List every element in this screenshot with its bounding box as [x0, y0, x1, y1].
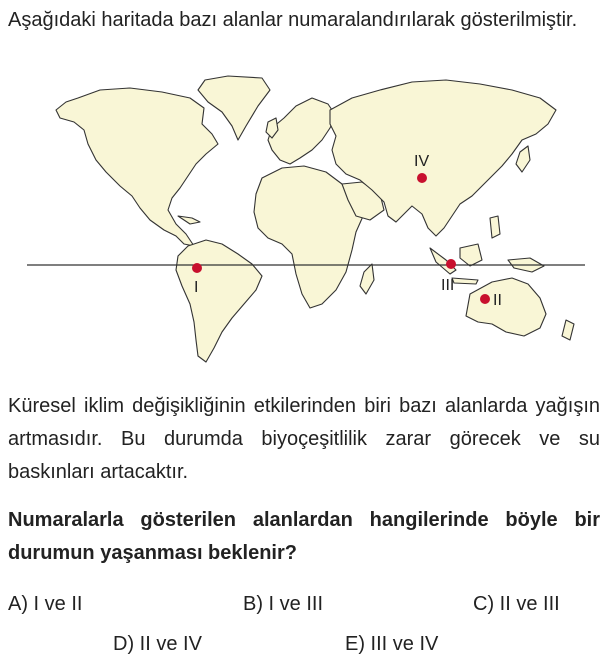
- intro-text: Aşağıdaki haritada bazı alanlar numaralandırılarak gösterilmiştir.: [8, 9, 578, 31]
- world-map: [0, 68, 607, 368]
- point-ii-label: II: [493, 292, 502, 309]
- java: [452, 278, 478, 284]
- point-iii-label: III: [441, 277, 455, 294]
- australia: [466, 278, 546, 336]
- question-text: Numaralarla gösterilen alanlardan hangilerinde böyle bir durumun yaşanması beklenir?: [8, 509, 600, 564]
- point-iv-label: IV: [414, 153, 430, 170]
- japan: [516, 146, 530, 172]
- madagascar: [360, 264, 374, 294]
- option-d[interactable]: D) II ve IV: [113, 633, 202, 655]
- option-b[interactable]: B) I ve III: [243, 593, 324, 615]
- point-iii-dot: [446, 259, 456, 269]
- point-iv-dot: [417, 173, 427, 183]
- point-i-dot: [192, 263, 202, 273]
- south-america: [176, 240, 262, 362]
- philippines: [490, 216, 500, 238]
- new-zealand: [562, 320, 574, 340]
- world-map-svg: [0, 68, 607, 368]
- context-paragraph: Küresel iklim değişikliğinin etkilerinden biri bazı alanlarda yağışın artmasıdır. Bu durumda biyoçeşitlilik zarar görecek ve su baskınları artacaktır.: [8, 395, 600, 483]
- point-i-label: I: [194, 279, 199, 296]
- option-a[interactable]: A) I ve II: [8, 593, 83, 615]
- borneo: [460, 244, 482, 266]
- option-c[interactable]: C) II ve III: [473, 593, 560, 615]
- point-ii-dot: [480, 294, 490, 304]
- caribbean: [178, 216, 200, 224]
- option-e[interactable]: E) III ve IV: [345, 633, 439, 655]
- europe: [268, 98, 336, 164]
